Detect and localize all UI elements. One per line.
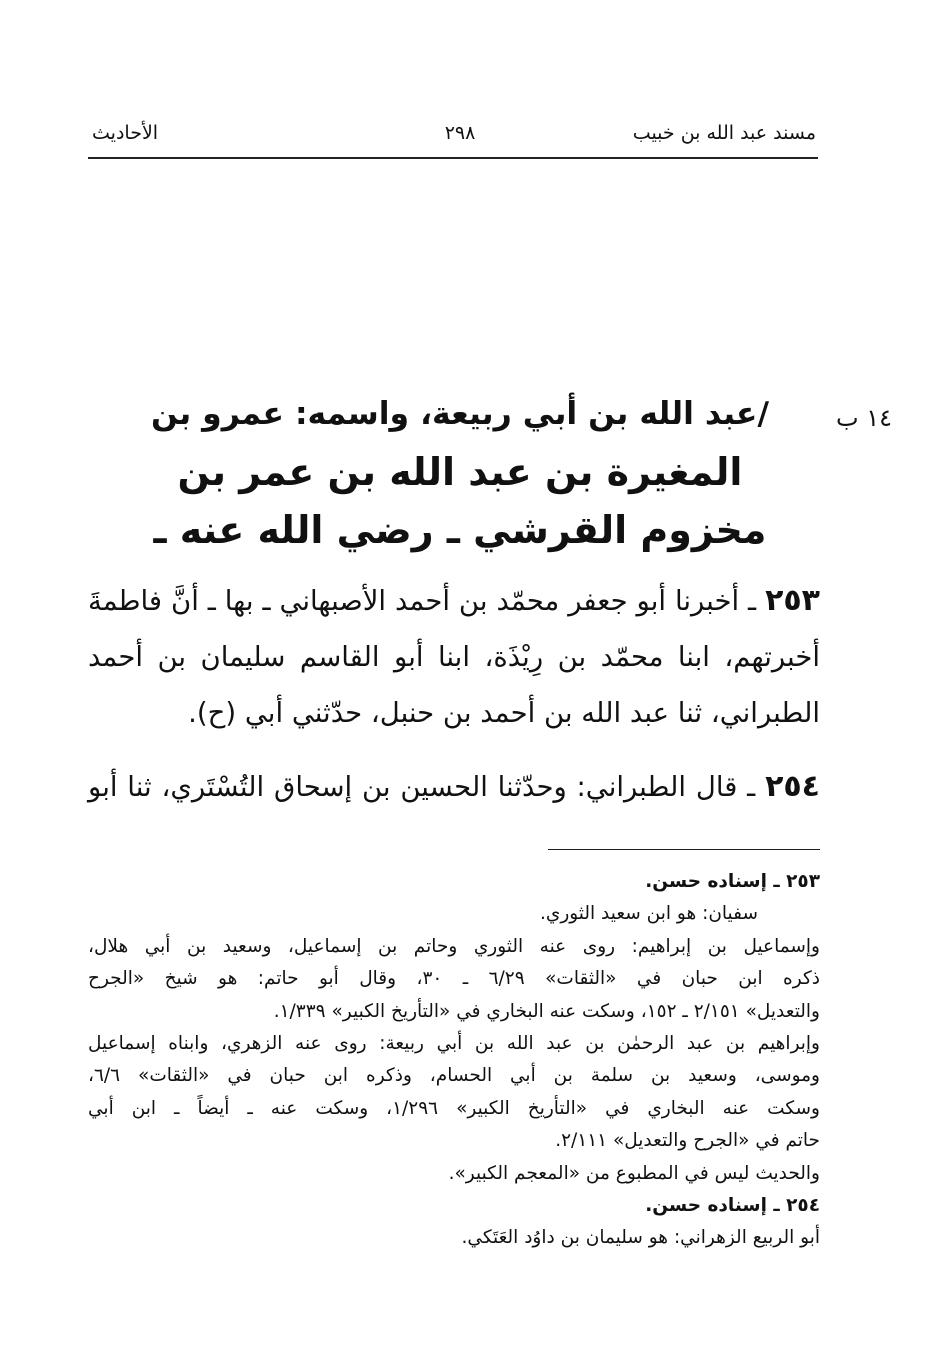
running-header-section: الأحاديث — [92, 122, 159, 144]
footnote-line: وإسماعيل بن إبراهيم: روى عنه الثوري وحاتم بن إسماعيل، وسعيد بن أبي هلال، — [88, 935, 820, 957]
hadith-paragraph — [88, 573, 820, 741]
footnote-divider — [548, 849, 820, 850]
footnotes — [88, 866, 820, 1255]
hadith-text: ـ أخبرنا أبو جعفر محمّد بن أحمد الأصبهاني ـ بها ـ أنَّ فاطمةَ — [88, 585, 757, 617]
hadith-line — [88, 573, 820, 629]
hadith-line — [88, 759, 820, 815]
hadith-text: ـ قال الطبراني: وحدّثنا الحسين بن إسحاق التُسْتَري، ثنا أبو — [88, 771, 756, 803]
main-text — [88, 573, 820, 815]
footnote-line: والتعديل» ٢/١٥١ ـ ١٥٢، وسكت عنه البخاري في «التأريخ الكبير» ١/٣٣٩. — [273, 1000, 820, 1022]
running-header-title: مسند عبد الله بن خبيب — [632, 122, 816, 144]
footnote-line: والحديث ليس في المطبوع من «المعجم الكبير». — [448, 1162, 820, 1184]
section-title-line: مخزوم القرشي ـ رضي الله عنه ـ — [153, 508, 767, 552]
footnote-line: وإبراهيم بن عبد الرحمٰن بن عبد الله بن أبي ربيعة: روى عنه الزهري، وابناه إسماعيل — [88, 1033, 820, 1055]
footnote-line: وسكت عنه البخاري في «التأريخ الكبير» ١/٢٩٦، وسكت عنه ـ أيضاً ـ ابن أبي — [88, 1097, 820, 1119]
hadith-number: ٢٥٤ — [765, 769, 820, 804]
header-divider — [88, 157, 818, 159]
manuscript-folio-note: ١٤ ب — [835, 404, 892, 432]
footnote-heading: ٢٥٣ ـ إسناده حسن. — [645, 871, 820, 892]
footnote-line: أبو الربيع الزهراني: هو سليمان بن داوُد العَتَكي. — [461, 1227, 820, 1249]
hadith-number: ٢٥٣ — [765, 583, 820, 618]
footnote-line: ذكره ابن حبان في «الثقات» ٦/٢٩ ـ ٣٠، وقال أبو حاتم: هو شيخ «الجرح — [88, 968, 820, 990]
section-title-line: /عبد الله بن أبي ربيعة، واسمه: عمرو بن — [151, 396, 769, 432]
footnote-heading: ٢٥٤ ـ إسناده حسن. — [645, 1195, 820, 1217]
hadith-line: الطبراني، ثنا عبد الله بن أحمد بن حنبل، حدّثني أبي (ح). — [188, 697, 820, 729]
hadith-paragraph — [88, 759, 820, 815]
footnote-line: وموسى، وسعيد بن سلمة بن أبي الحسام، وذكره ابن حبان في «الثقات» ٦/٦، — [88, 1065, 820, 1087]
footnote-line: حاتم في «الجرح والتعديل» ٢/١١١. — [555, 1130, 820, 1152]
page-number-text: ٢٩٨ — [444, 122, 476, 144]
paragraph-gap — [88, 741, 820, 759]
hadith-line: أخبرتهم، ابنا محمّد بن رِيْذَة، ابنا أبو القاسم سليمان بن أحمد — [88, 641, 820, 673]
footnote-line: سفيان: هو ابن سعيد الثوري. — [539, 903, 758, 925]
section-title-line: المغيرة بن عبد الله بن عمر بن — [177, 450, 743, 494]
section-title — [150, 385, 770, 559]
